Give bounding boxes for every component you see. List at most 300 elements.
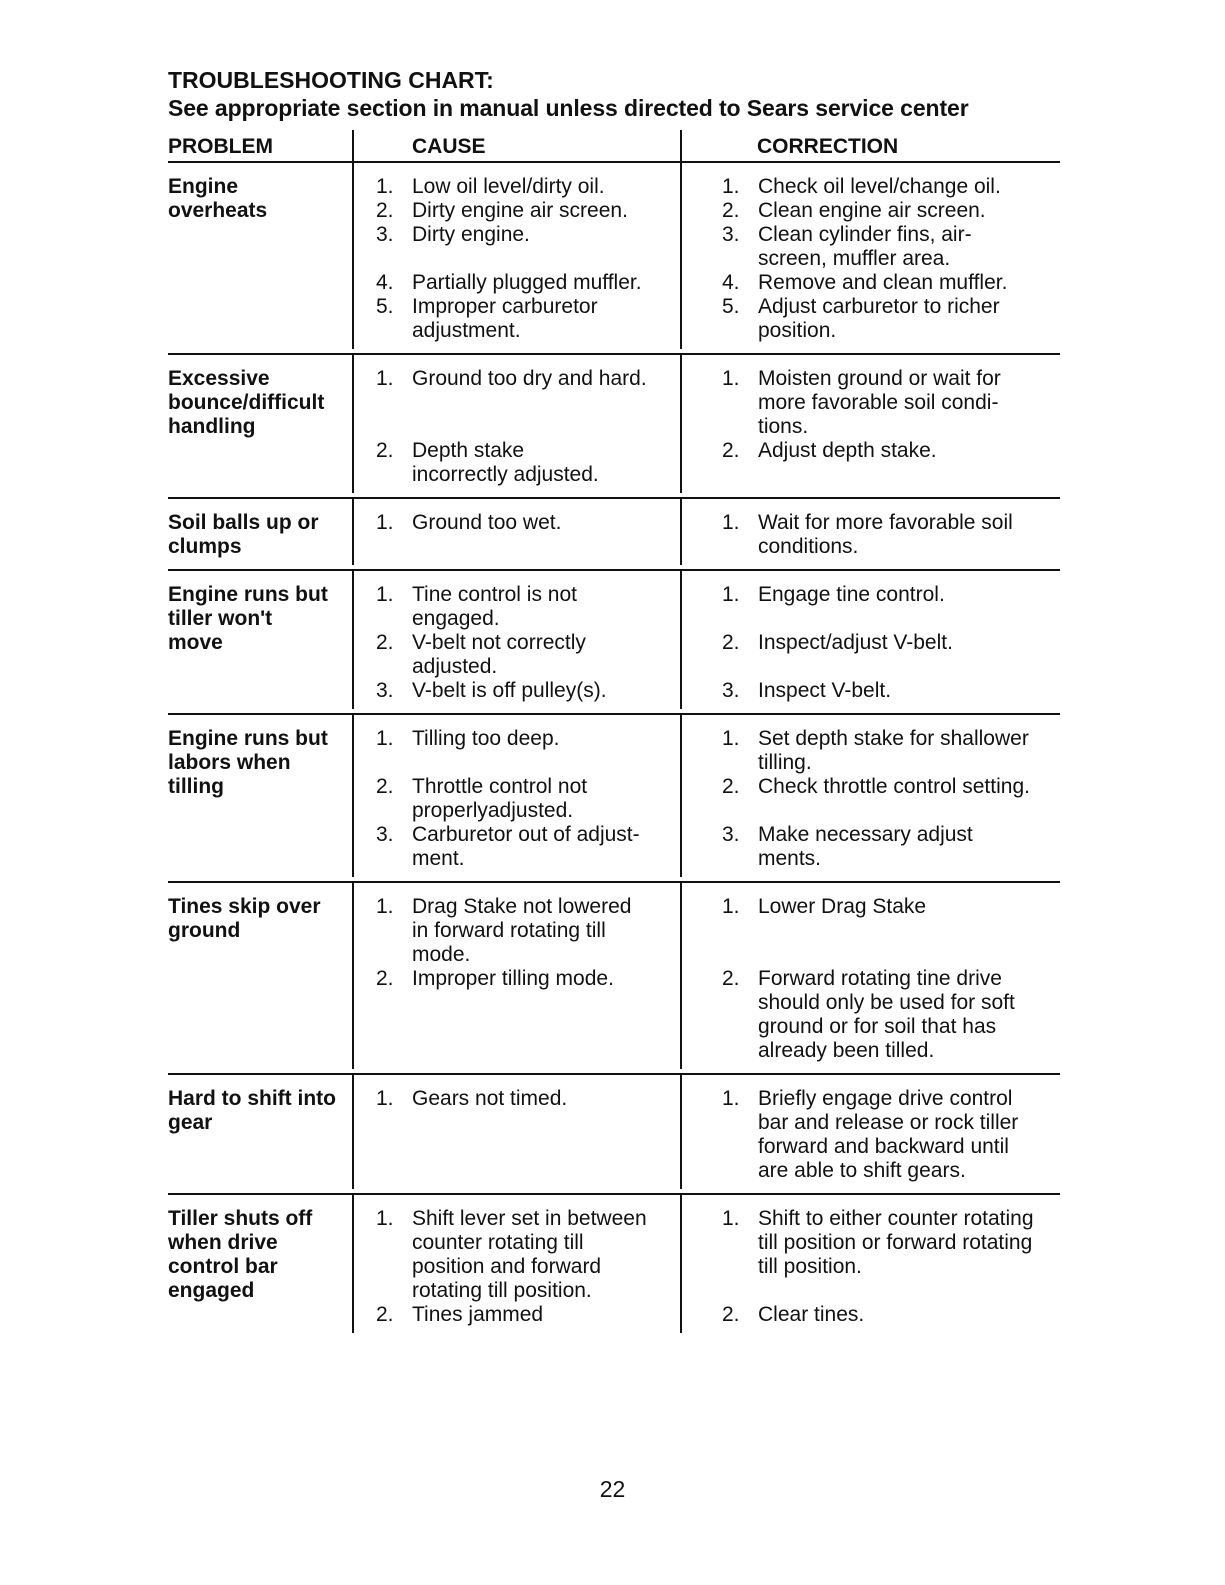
problem-cell bbox=[168, 715, 352, 877]
correction-number bbox=[722, 415, 758, 439]
cause-text: properlyadjusted. bbox=[412, 799, 574, 822]
cause-text: adjusted. bbox=[412, 655, 498, 678]
cause-number bbox=[376, 847, 412, 871]
correction-number: 1. bbox=[722, 1207, 740, 1230]
correction-text: Remove and clean muffler. bbox=[758, 271, 1008, 294]
cause-item bbox=[376, 823, 680, 847]
correction-number: 1. bbox=[722, 367, 740, 390]
cause-item bbox=[376, 607, 680, 631]
correction-text: already been tilled. bbox=[758, 1039, 935, 1062]
cause-text bbox=[412, 391, 680, 415]
correction-number bbox=[722, 847, 758, 871]
table-row bbox=[168, 499, 1060, 571]
table-header bbox=[168, 130, 1060, 163]
correction-text bbox=[758, 919, 1060, 943]
problem-cell bbox=[168, 1075, 352, 1189]
correction-number: 1. bbox=[722, 895, 740, 918]
correction-text: screen, muffler area. bbox=[758, 247, 951, 270]
cause-text: adjustment. bbox=[412, 319, 521, 342]
correction-cell bbox=[680, 715, 1060, 877]
correction-cell bbox=[680, 355, 1060, 493]
cause-cell bbox=[352, 571, 680, 709]
cause-number: 1. bbox=[376, 1207, 394, 1230]
cause-text: Dirty engine air screen. bbox=[412, 199, 628, 222]
correction-item bbox=[722, 943, 1060, 967]
cause-number: 1. bbox=[376, 511, 394, 534]
correction-item bbox=[722, 1015, 1060, 1039]
cause-item bbox=[376, 391, 680, 415]
cause-text: in forward rotating till bbox=[412, 919, 606, 942]
header-cause: CAUSE bbox=[352, 130, 680, 161]
correction-text bbox=[758, 1279, 1060, 1303]
cause-item bbox=[376, 847, 680, 871]
correction-item bbox=[722, 1039, 1060, 1063]
cause-item bbox=[376, 991, 680, 1015]
correction-number: 3. bbox=[722, 823, 740, 846]
correction-item bbox=[722, 319, 1060, 343]
cause-item bbox=[376, 1039, 680, 1063]
cause-number: 2. bbox=[376, 1303, 394, 1326]
correction-number: 2. bbox=[722, 439, 740, 462]
correction-number bbox=[722, 1231, 758, 1255]
cause-item bbox=[376, 439, 680, 463]
correction-number bbox=[722, 655, 758, 679]
correction-item bbox=[722, 223, 1060, 247]
correction-text bbox=[758, 799, 1060, 823]
cause-item bbox=[376, 655, 680, 679]
cause-item bbox=[376, 1111, 680, 1135]
correction-number bbox=[722, 1111, 758, 1135]
correction-text: conditions. bbox=[758, 535, 859, 558]
correction-item bbox=[722, 1207, 1060, 1231]
cause-number: 1. bbox=[376, 583, 394, 606]
table-row bbox=[168, 355, 1060, 499]
cause-item bbox=[376, 799, 680, 823]
correction-text: more favorable soil condi- bbox=[758, 391, 999, 414]
correction-number bbox=[722, 751, 758, 775]
cause-number: 2. bbox=[376, 199, 394, 222]
correction-item bbox=[722, 823, 1060, 847]
correction-item bbox=[722, 247, 1060, 271]
cause-item bbox=[376, 319, 680, 343]
cause-cell bbox=[352, 1075, 680, 1189]
cause-item bbox=[376, 919, 680, 943]
correction-item bbox=[722, 1231, 1060, 1255]
cause-text: ment. bbox=[412, 847, 465, 870]
cause-text: engaged. bbox=[412, 607, 500, 630]
correction-cell bbox=[680, 571, 1060, 709]
problem-cell bbox=[168, 355, 352, 493]
correction-number: 2. bbox=[722, 199, 740, 222]
correction-item bbox=[722, 631, 1060, 655]
cause-number: 1. bbox=[376, 1087, 394, 1110]
problem-line: Hard to shift into bbox=[168, 1087, 336, 1110]
correction-number bbox=[722, 1135, 758, 1159]
correction-number bbox=[722, 919, 758, 943]
cause-cell bbox=[352, 883, 680, 1069]
correction-text: Inspect/adjust V-belt. bbox=[758, 631, 953, 654]
cause-text: Depth stake bbox=[412, 439, 525, 462]
cause-number bbox=[376, 943, 412, 967]
correction-item bbox=[722, 1303, 1060, 1327]
correction-item bbox=[722, 1159, 1060, 1183]
cause-number bbox=[376, 655, 412, 679]
cause-text: Shift lever set in between bbox=[412, 1207, 647, 1230]
correction-cell bbox=[680, 1195, 1060, 1333]
problem-line: clumps bbox=[168, 535, 242, 558]
cause-item bbox=[376, 1279, 680, 1303]
cause-text: rotating till position. bbox=[412, 1279, 592, 1302]
problem-line: Tiller shuts off bbox=[168, 1207, 313, 1230]
cause-number bbox=[376, 1015, 412, 1039]
correction-item bbox=[722, 1135, 1060, 1159]
cause-text: Gears not timed. bbox=[412, 1087, 568, 1110]
cause-text bbox=[412, 247, 680, 271]
cause-cell bbox=[352, 499, 680, 565]
cause-text: Dirty engine. bbox=[412, 223, 530, 246]
correction-text: Moisten ground or wait for bbox=[758, 367, 1001, 390]
cause-item bbox=[376, 895, 680, 919]
correction-number bbox=[722, 991, 758, 1015]
troubleshooting-table bbox=[168, 130, 1060, 1337]
cause-number: 5. bbox=[376, 295, 394, 318]
correction-text: Check oil level/change oil. bbox=[758, 175, 1001, 198]
correction-item bbox=[722, 199, 1060, 223]
cause-number: 1. bbox=[376, 175, 394, 198]
correction-text: till position. bbox=[758, 1255, 862, 1278]
correction-text: Set depth stake for shallower bbox=[758, 727, 1029, 750]
cause-text: V-belt is off pulley(s). bbox=[412, 679, 607, 702]
page-number: 22 bbox=[599, 1476, 626, 1502]
cause-item bbox=[376, 463, 680, 487]
cause-text: Tine control is not bbox=[412, 583, 577, 606]
correction-number: 1. bbox=[722, 1087, 740, 1110]
correction-item bbox=[722, 367, 1060, 391]
cause-item bbox=[376, 583, 680, 607]
cause-item bbox=[376, 1135, 680, 1159]
correction-cell bbox=[680, 499, 1060, 565]
correction-text: forward and backward until bbox=[758, 1135, 1009, 1158]
correction-text: Clear tines. bbox=[758, 1303, 865, 1326]
correction-number bbox=[722, 607, 758, 631]
problem-line: when drive bbox=[168, 1231, 278, 1254]
cause-number bbox=[376, 1255, 412, 1279]
correction-number: 1. bbox=[722, 727, 740, 750]
correction-text: Make necessary adjust bbox=[758, 823, 973, 846]
correction-cell bbox=[680, 883, 1060, 1069]
problem-line: overheats bbox=[168, 199, 268, 222]
cause-item bbox=[376, 175, 680, 199]
troubleshooting-page bbox=[168, 66, 1060, 1337]
correction-item bbox=[722, 535, 1060, 559]
correction-item bbox=[722, 679, 1060, 703]
table-row bbox=[168, 163, 1060, 355]
cause-number bbox=[376, 319, 412, 343]
cause-number: 3. bbox=[376, 679, 394, 702]
correction-number bbox=[722, 535, 758, 559]
cause-item bbox=[376, 967, 680, 991]
cause-item bbox=[376, 1231, 680, 1255]
problem-line: ground bbox=[168, 919, 241, 942]
correction-number bbox=[722, 1279, 758, 1303]
cause-text bbox=[412, 1015, 680, 1039]
cause-number bbox=[376, 415, 412, 439]
correction-number: 1. bbox=[722, 583, 740, 606]
cause-cell bbox=[352, 715, 680, 877]
cause-item bbox=[376, 775, 680, 799]
cause-item bbox=[376, 223, 680, 247]
problem-cell bbox=[168, 571, 352, 709]
problem-line: Tines skip over bbox=[168, 895, 321, 918]
correction-cell bbox=[680, 1075, 1060, 1189]
cause-number bbox=[376, 799, 412, 823]
cause-item bbox=[376, 1255, 680, 1279]
cause-text: incorrectly adjusted. bbox=[412, 463, 599, 486]
correction-number bbox=[722, 1039, 758, 1063]
problem-line: handling bbox=[168, 415, 256, 438]
problem-line: labors when bbox=[168, 751, 291, 774]
table-row bbox=[168, 1075, 1060, 1195]
correction-number: 3. bbox=[722, 223, 740, 246]
correction-item bbox=[722, 799, 1060, 823]
correction-item bbox=[722, 1111, 1060, 1135]
cause-number bbox=[376, 919, 412, 943]
cause-item bbox=[376, 1087, 680, 1111]
cause-number bbox=[376, 1135, 412, 1159]
correction-item bbox=[722, 751, 1060, 775]
cause-text bbox=[412, 1159, 680, 1183]
cause-text: counter rotating till bbox=[412, 1231, 584, 1254]
problem-line: bounce/difficult bbox=[168, 391, 325, 414]
cause-item bbox=[376, 1015, 680, 1039]
correction-text: till position or forward rotating bbox=[758, 1231, 1033, 1254]
cause-number: 1. bbox=[376, 367, 394, 390]
cause-item bbox=[376, 1303, 680, 1327]
correction-item bbox=[722, 1255, 1060, 1279]
cause-item bbox=[376, 199, 680, 223]
cause-text bbox=[412, 1039, 680, 1063]
page-subtitle: See appropriate section in manual unless directed to Sears service center bbox=[168, 95, 969, 121]
problem-cell bbox=[168, 163, 352, 349]
correction-item bbox=[722, 607, 1060, 631]
correction-number: 2. bbox=[722, 1303, 740, 1326]
correction-number bbox=[722, 1015, 758, 1039]
cause-number bbox=[376, 607, 412, 631]
correction-text: Adjust carburetor to richer bbox=[758, 295, 1000, 318]
cause-number bbox=[376, 751, 412, 775]
cause-number bbox=[376, 1111, 412, 1135]
correction-item bbox=[722, 391, 1060, 415]
correction-number: 1. bbox=[722, 175, 740, 198]
correction-text: Wait for more favorable soil bbox=[758, 511, 1013, 534]
cause-number bbox=[376, 1159, 412, 1183]
problem-line: control bar bbox=[168, 1255, 278, 1278]
cause-item bbox=[376, 727, 680, 751]
cause-item bbox=[376, 367, 680, 391]
correction-number bbox=[722, 319, 758, 343]
cause-text: Carburetor out of adjust- bbox=[412, 823, 640, 846]
cause-text: Drag Stake not lowered bbox=[412, 895, 632, 918]
cause-text: Ground too wet. bbox=[412, 511, 562, 534]
cause-number: 3. bbox=[376, 823, 394, 846]
cause-text bbox=[412, 1111, 680, 1135]
correction-text: tions. bbox=[758, 415, 809, 438]
cause-text: Low oil level/dirty oil. bbox=[412, 175, 605, 198]
cause-text: Improper carburetor bbox=[412, 295, 598, 318]
problem-line: Engine runs but bbox=[168, 727, 328, 750]
correction-number: 3. bbox=[722, 679, 740, 702]
cause-number bbox=[376, 991, 412, 1015]
correction-item bbox=[722, 271, 1060, 295]
correction-text: Check throttle control setting. bbox=[758, 775, 1030, 798]
cause-text bbox=[412, 1135, 680, 1159]
cause-text: Tilling too deep. bbox=[412, 727, 560, 750]
cause-text: Throttle control not bbox=[412, 775, 588, 798]
correction-number bbox=[722, 1255, 758, 1279]
problem-line: Soil balls up or bbox=[168, 511, 319, 534]
correction-item bbox=[722, 1279, 1060, 1303]
cause-number bbox=[376, 1039, 412, 1063]
correction-item bbox=[722, 583, 1060, 607]
correction-number bbox=[722, 247, 758, 271]
cause-text: V-belt not correctly bbox=[412, 631, 586, 654]
correction-text: tilling. bbox=[758, 751, 812, 774]
cause-item bbox=[376, 511, 680, 535]
problem-line: tilling bbox=[168, 775, 224, 798]
correction-text: Shift to either counter rotating bbox=[758, 1207, 1034, 1230]
cause-number: 2. bbox=[376, 775, 394, 798]
cause-item bbox=[376, 247, 680, 271]
page-title: TROUBLESHOOTING CHART: bbox=[168, 67, 494, 93]
cause-text: Improper tilling mode. bbox=[412, 967, 614, 990]
correction-text: Engage tine control. bbox=[758, 583, 945, 606]
cause-number: 3. bbox=[376, 223, 394, 246]
correction-item bbox=[722, 991, 1060, 1015]
correction-item bbox=[722, 727, 1060, 751]
problem-line: tiller won't bbox=[168, 607, 273, 630]
cause-item bbox=[376, 415, 680, 439]
problem-cell bbox=[168, 883, 352, 1069]
correction-text: bar and release or rock tiller bbox=[758, 1111, 1019, 1134]
problem-line: Engine runs but bbox=[168, 583, 328, 606]
cause-item bbox=[376, 631, 680, 655]
cause-item bbox=[376, 1159, 680, 1183]
correction-item bbox=[722, 295, 1060, 319]
cause-number: 2. bbox=[376, 439, 394, 462]
cause-number: 4. bbox=[376, 271, 394, 294]
problem-line: move bbox=[168, 631, 223, 654]
table-row bbox=[168, 571, 1060, 715]
cause-cell bbox=[352, 163, 680, 349]
correction-item bbox=[722, 655, 1060, 679]
correction-item bbox=[722, 919, 1060, 943]
correction-number: 5. bbox=[722, 295, 740, 318]
correction-text: Clean cylinder fins, air- bbox=[758, 223, 972, 246]
header-correction: CORRECTION bbox=[680, 130, 1060, 161]
cause-item bbox=[376, 1207, 680, 1231]
cause-number bbox=[376, 1279, 412, 1303]
correction-number: 2. bbox=[722, 631, 740, 654]
correction-number bbox=[722, 943, 758, 967]
correction-text: are able to shift gears. bbox=[758, 1159, 966, 1182]
problem-line: engaged bbox=[168, 1279, 255, 1302]
cause-cell bbox=[352, 1195, 680, 1333]
cause-number bbox=[376, 1231, 412, 1255]
correction-item bbox=[722, 775, 1060, 799]
correction-text: ments. bbox=[758, 847, 822, 870]
table-row bbox=[168, 1195, 1060, 1337]
cause-item bbox=[376, 751, 680, 775]
cause-number: 1. bbox=[376, 727, 394, 750]
correction-item bbox=[722, 439, 1060, 463]
cause-number bbox=[376, 391, 412, 415]
cause-text bbox=[412, 415, 680, 439]
correction-number: 2. bbox=[722, 775, 740, 798]
cause-item bbox=[376, 943, 680, 967]
correction-item bbox=[722, 175, 1060, 199]
correction-text bbox=[758, 607, 1060, 631]
cause-text: position and forward bbox=[412, 1255, 602, 1278]
correction-text: ground or for soil that has bbox=[758, 1015, 997, 1038]
correction-text: Clean engine air screen. bbox=[758, 199, 986, 222]
correction-text: Adjust depth stake. bbox=[758, 439, 937, 462]
header-problem: PROBLEM bbox=[168, 135, 273, 158]
correction-text: position. bbox=[758, 319, 837, 342]
cause-number: 2. bbox=[376, 967, 394, 990]
correction-item bbox=[722, 1087, 1060, 1111]
correction-number: 2. bbox=[722, 967, 740, 990]
correction-item bbox=[722, 511, 1060, 535]
correction-cell bbox=[680, 163, 1060, 349]
correction-number: 1. bbox=[722, 511, 740, 534]
correction-text: Inspect V-belt. bbox=[758, 679, 892, 702]
table-row bbox=[168, 883, 1060, 1075]
table-row bbox=[168, 715, 1060, 883]
problem-line: Engine bbox=[168, 175, 239, 198]
correction-text bbox=[758, 655, 1060, 679]
cause-item bbox=[376, 271, 680, 295]
correction-item bbox=[722, 967, 1060, 991]
problem-cell bbox=[168, 499, 352, 565]
correction-text: Lower Drag Stake bbox=[758, 895, 927, 918]
cause-text bbox=[412, 751, 680, 775]
correction-text bbox=[758, 943, 1060, 967]
cause-number bbox=[376, 463, 412, 487]
cause-text: mode. bbox=[412, 943, 471, 966]
correction-text: Briefly engage drive control bbox=[758, 1087, 1013, 1110]
cause-cell bbox=[352, 355, 680, 493]
correction-item bbox=[722, 847, 1060, 871]
cause-text bbox=[412, 991, 680, 1015]
correction-number: 4. bbox=[722, 271, 740, 294]
correction-item bbox=[722, 895, 1060, 919]
cause-number: 1. bbox=[376, 895, 394, 918]
correction-number bbox=[722, 1159, 758, 1183]
problem-cell bbox=[168, 1195, 352, 1333]
correction-text: should only be used for soft bbox=[758, 991, 1015, 1014]
cause-number: 2. bbox=[376, 631, 394, 654]
correction-text: Forward rotating tine drive bbox=[758, 967, 1002, 990]
cause-item bbox=[376, 295, 680, 319]
cause-item bbox=[376, 679, 680, 703]
correction-item bbox=[722, 415, 1060, 439]
correction-number bbox=[722, 799, 758, 823]
cause-text: Partially plugged muffler. bbox=[412, 271, 642, 294]
cause-text: Tines jammed bbox=[412, 1303, 544, 1326]
problem-line: gear bbox=[168, 1111, 213, 1134]
cause-text: Ground too dry and hard. bbox=[412, 367, 647, 390]
problem-line: Excessive bbox=[168, 367, 270, 390]
